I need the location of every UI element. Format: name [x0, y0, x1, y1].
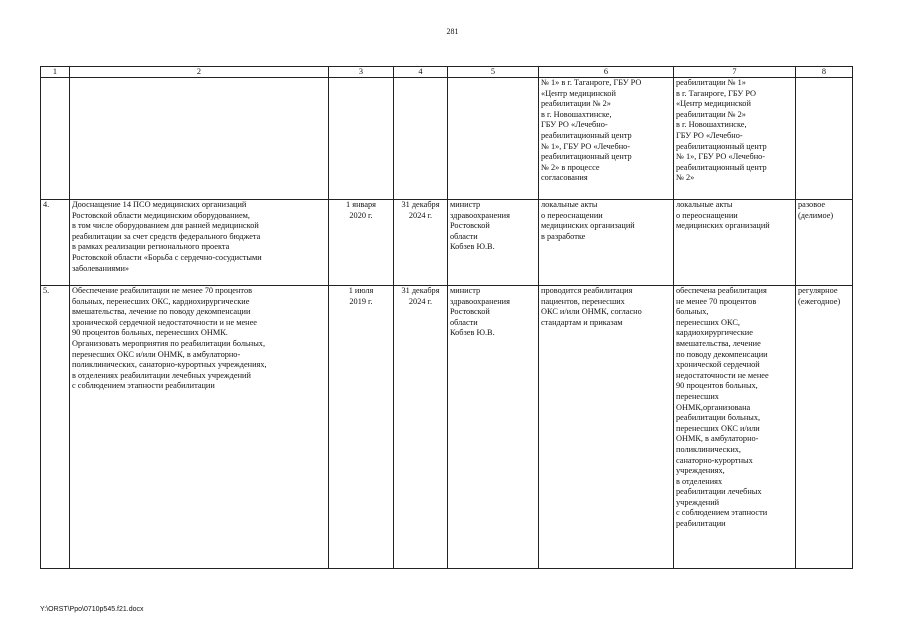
- responsible-cell: министр здравоохранения Ростовской области Кобзев Ю.В.: [448, 286, 539, 569]
- column-number-row: [41, 67, 853, 78]
- start-date-cell: [329, 78, 394, 200]
- start-date-cell: 1 июля 2019 г.: [329, 286, 394, 569]
- column-header: 2: [70, 67, 329, 78]
- responsible-cell: министр здравоохранения Ростовской области Кобзев Ю.В.: [448, 200, 539, 286]
- responsible-cell: [448, 78, 539, 200]
- periodicity-cell: регулярное (ежегодное): [796, 286, 853, 569]
- column-header: 5: [448, 67, 539, 78]
- column-header: 4: [394, 67, 448, 78]
- column-header: 8: [796, 67, 853, 78]
- measure-cell: Обеспечение реабилитации не менее 70 процентов больных, перенесших ОКС, кардиохирургические вмешательства, лечение по поводу декомпенсации хронической сердечной недостаточности и не менее 90 процентов больных, перенесших ОНМК. Организовать мероприятия по реабилитации больных, перенесших ОКС и/или ОНМК, в амбулаторно- поликлинических, санаторно-курортных учреждениях, в отделениях реабилитации лечебных учреждений с соблюдением этапности реабилитации: [70, 286, 329, 569]
- result-cell: локальные акты о переоснащении медицинских организаций: [674, 200, 796, 286]
- start-date-cell: 1 января 2020 г.: [329, 200, 394, 286]
- periodicity-cell: разовое (делимое): [796, 200, 853, 286]
- table-row: [41, 286, 853, 569]
- result-cell: обеспечена реабилитация не менее 70 процентов больных, перенесших ОКС, кардиохирургические вмешательства, лечение по поводу декомпенсации хронической сердечной недостаточности не менее 90 процентов больных, перенесших ОНМК,организована реабилитации больных, перенесших ОКС и/или ОНМК, в амбулаторно- поликлинических, санаторно-курортных учреждениях, в отделениях реабилитации лечебных учреждений с соблюдением этапности реабилитации: [674, 286, 796, 569]
- end-date-cell: 31 декабря 2024 г.: [394, 200, 448, 286]
- status-cell: № 1» в г. Таганроге, ГБУ РО «Центр медицинской реабилитации № 2» в г. Новошахтинске, ГБУ РО «Лечебно- реабилитационный центр № 1», ГБУ РО «Лечебно- реабилитационный центр № 2» в процессе согласования: [539, 78, 674, 200]
- periodicity-cell: [796, 78, 853, 200]
- measure-cell: [70, 78, 329, 200]
- row-number-cell: 5.: [41, 286, 70, 569]
- page-number: 281: [446, 27, 459, 36]
- end-date-cell: [394, 78, 448, 200]
- status-cell: локальные акты о переоснащении медицинских организаций в разработке: [539, 200, 674, 286]
- column-header: 7: [674, 67, 796, 78]
- status-cell: проводится реабилитация пациентов, перенесших ОКС и/или ОНМК, согласно стандартам и приказам: [539, 286, 674, 569]
- column-header: 3: [329, 67, 394, 78]
- file-path-footer: Y:\ORST\Ppo\0710p545.f21.docx: [40, 606, 144, 613]
- measures-table: [40, 66, 853, 569]
- end-date-cell: 31 декабря 2024 г.: [394, 286, 448, 569]
- measure-cell: Дооснащение 14 ПСО медицинских организаций Ростовской области медицинским оборудованием, в том числе оборудованием для ранней медицинской реабилитации за счет средств федерального бюджета в рамках реализации регионального проекта Ростовской области «Борьба с сердечно-сосудистыми заболеваниями»: [70, 200, 329, 286]
- result-cell: реабилитации № 1» в г. Таганроге, ГБУ РО «Центр медицинской реабилитации № 2» в г. Новошахтинске, ГБУ РО «Лечебно- реабилитационный центр № 1», ГБУ РО «Лечебно- реабилитационный центр № 2»: [674, 78, 796, 200]
- column-header: 6: [539, 67, 674, 78]
- row-number-cell: [41, 78, 70, 200]
- column-header: 1: [41, 67, 70, 78]
- table-row: [41, 78, 853, 200]
- row-number-cell: 4.: [41, 200, 70, 286]
- table-row: [41, 200, 853, 286]
